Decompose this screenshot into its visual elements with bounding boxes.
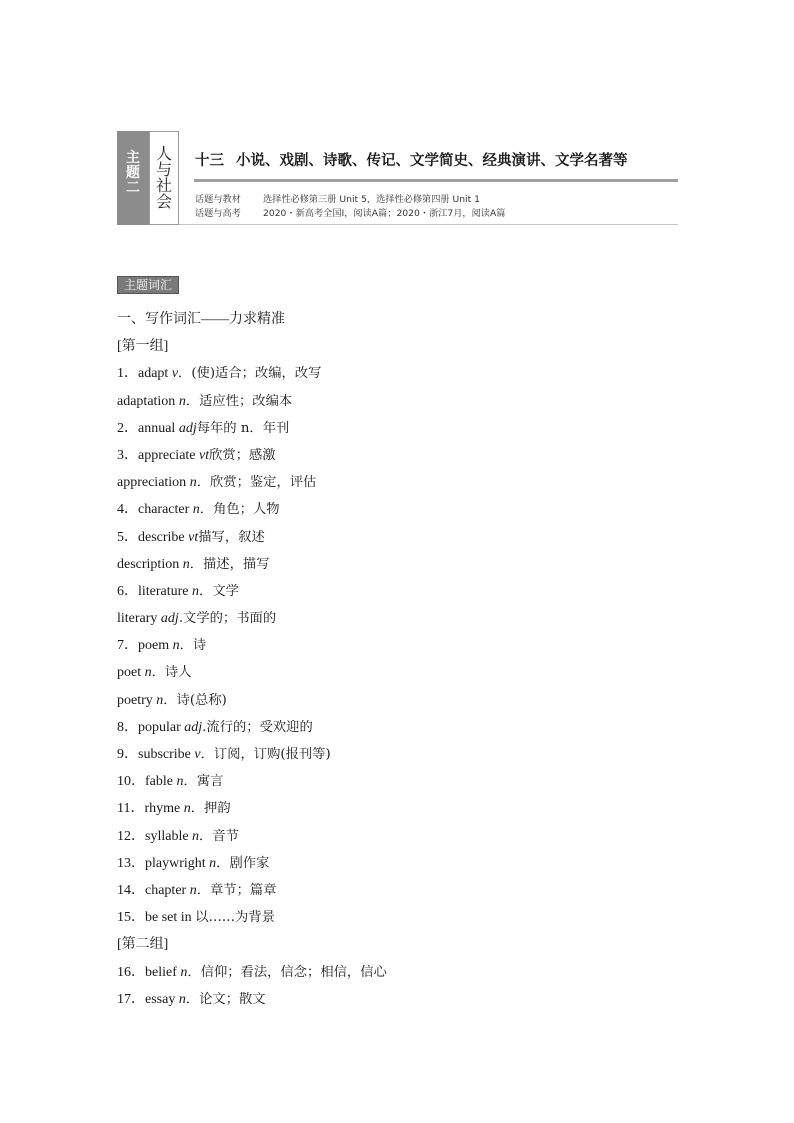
- vocab-line: [117, 986, 697, 1013]
- vocab-definition: ．剧作家: [216, 855, 270, 871]
- vocab-head: poetry: [117, 692, 157, 708]
- vocab-definition: 每年的 n．年刊: [196, 420, 290, 436]
- vocab-definition: ．适应性；改编本: [185, 393, 293, 409]
- vocab-head: 3．appreciate: [117, 447, 200, 463]
- vocab-pos: n: [156, 692, 164, 708]
- vocab-head: 10．fable: [117, 774, 177, 790]
- title-text: 小说、戏剧、诗歌、传记、文学简史、经典演讲、文学名著等: [236, 153, 628, 169]
- vocab-line: [117, 578, 697, 605]
- vocab-pos: n: [189, 882, 197, 898]
- vocab-head: 5．describe: [117, 529, 189, 545]
- vocab-pos: n: [192, 583, 200, 599]
- section-badge: 主题词汇: [117, 276, 179, 294]
- vocab-head: poet: [117, 665, 145, 681]
- vocab-pos: n: [192, 502, 200, 518]
- vocab-head: 8．popular: [117, 719, 185, 735]
- topic-tab: [149, 131, 179, 225]
- vocab-head: 1．adapt: [117, 366, 172, 382]
- meta-row: [195, 205, 505, 219]
- vocab-head: 4．character: [117, 502, 193, 518]
- vocab-line: [117, 659, 697, 686]
- vocab-definition: ．诗(总称): [163, 692, 227, 708]
- vocab-pos: adj: [160, 611, 179, 627]
- vocab-line: [117, 551, 697, 578]
- vocab-head: 2．annual: [117, 420, 179, 436]
- vocab-head: [第一组]: [117, 339, 169, 355]
- page-title: [195, 149, 628, 170]
- vocab-line: [117, 877, 697, 904]
- header-bottom-rule: [179, 224, 678, 225]
- vocab-head: [第二组]: [117, 937, 169, 953]
- vocab-pos: adj: [184, 719, 203, 735]
- vocab-definition: ．角色；人物: [199, 502, 280, 518]
- vocab-pos: n: [189, 475, 197, 491]
- vocab-pos: vt: [188, 529, 199, 545]
- vocab-line: [117, 632, 697, 659]
- vocab-line: [117, 605, 697, 632]
- vocab-line: [117, 714, 697, 741]
- vocab-definition: ．(使)适合；改编，改写: [178, 366, 322, 382]
- vocab-head: description: [117, 556, 183, 572]
- vocab-pos: n: [172, 638, 180, 654]
- vocab-definition: ．论文；散文: [185, 991, 266, 1007]
- vocab-definition: 以……为背景: [195, 910, 275, 926]
- vocab-definition: ．订阅，订购(报刊等): [200, 747, 331, 762]
- vocab-definition: ．文学: [199, 583, 239, 599]
- vocab-line: [117, 306, 697, 333]
- vocab-head: appreciation: [117, 475, 190, 491]
- vocab-line: [117, 442, 697, 469]
- vocab-definition: ．欣赏；鉴定，评估: [196, 475, 317, 491]
- vocab-head: 9．subscribe: [117, 747, 195, 762]
- vocab-pos: v: [194, 747, 201, 762]
- vocab-line: [117, 795, 697, 822]
- vocab-head: adaptation: [117, 393, 179, 409]
- vocab-line: [117, 931, 697, 958]
- vocab-pos: n: [180, 964, 188, 980]
- vocab-line: [117, 850, 697, 877]
- vocab-head: 11．rhyme: [117, 801, 184, 817]
- vocab-line: [117, 524, 697, 551]
- vocab-definition: .文学的；书面的: [178, 611, 277, 627]
- vocab-head: 16．belief: [117, 964, 181, 980]
- vocab-definition: 描写，叙述: [198, 529, 265, 545]
- vocab-line: [117, 333, 697, 360]
- vocab-pos: vt: [199, 447, 210, 463]
- vocab-head: 14．chapter: [117, 882, 190, 898]
- meta-key: 话题与高考: [195, 208, 241, 219]
- vocab-definition: ．信仰；看法，信念；相信，信心: [187, 964, 387, 980]
- vocab-definition: ．音节: [199, 828, 239, 844]
- vocab-definition: ．寓言: [183, 774, 224, 790]
- vocab-line: [117, 496, 697, 523]
- vocab-line: [117, 741, 697, 768]
- vocab-head: 13．playwright: [117, 855, 210, 871]
- vocab-pos: n: [209, 855, 217, 871]
- vocab-head: 7．poem: [117, 638, 173, 654]
- vocab-line: [117, 904, 697, 931]
- vocab-pos: n: [192, 828, 200, 844]
- vocab-head: 一、写作词汇——力求精准: [117, 312, 285, 327]
- vocab-definition: ．章节；篇章: [196, 882, 277, 898]
- meta-key: 话题与教材: [195, 194, 241, 205]
- theme-tab: [117, 131, 149, 225]
- vocab-pos: n: [178, 991, 186, 1007]
- vocab-pos: n: [182, 556, 190, 572]
- vocab-pos: n: [176, 774, 184, 790]
- vocab-head: 12．syllable: [117, 828, 193, 844]
- topic-tab-label: 人 与 社 会: [155, 144, 172, 211]
- title-rule: [194, 179, 678, 182]
- vocab-pos: v: [171, 366, 179, 382]
- vocab-definition: ．描述，描写: [189, 556, 270, 572]
- topic-header: [117, 131, 678, 225]
- vocab-definition: ．押韵: [190, 801, 231, 817]
- vocab-definition: .流行的；受欢迎的: [202, 719, 313, 735]
- vocab-head: 17．essay: [117, 991, 179, 1007]
- meta-value: 选择性必修第三册 Unit 5，选择性必修第四册 Unit 1: [263, 194, 480, 205]
- vocab-line: [117, 959, 697, 986]
- vocab-pos: n: [144, 665, 152, 681]
- vocab-line: [117, 768, 697, 795]
- theme-tab-label: 主 题 二: [126, 150, 140, 196]
- vocab-list: [117, 306, 697, 1013]
- vocab-pos: n: [183, 801, 191, 817]
- vocab-line: [117, 469, 697, 496]
- vocab-head: 6．literature: [117, 583, 193, 599]
- meta-value: 2020・新高考全国Ⅰ，阅读A篇；2020・浙江7月，阅读A篇: [263, 208, 506, 219]
- vocab-pos: n: [178, 393, 186, 409]
- vocab-definition: ．诗人: [151, 665, 192, 681]
- vocab-line: [117, 687, 697, 714]
- vocab-head: literary: [117, 611, 161, 627]
- vocab-line: [117, 415, 697, 442]
- vocab-line: [117, 823, 697, 850]
- vocab-head: 15．be set in: [117, 910, 196, 926]
- meta-row: [195, 191, 480, 205]
- vocab-pos: adj: [178, 420, 197, 436]
- title-number: 十三: [195, 153, 224, 169]
- vocab-line: [117, 360, 697, 387]
- vocab-definition: 欣赏；感激: [209, 447, 276, 463]
- vocab-line: [117, 388, 697, 415]
- vocab-definition: ．诗: [179, 638, 207, 654]
